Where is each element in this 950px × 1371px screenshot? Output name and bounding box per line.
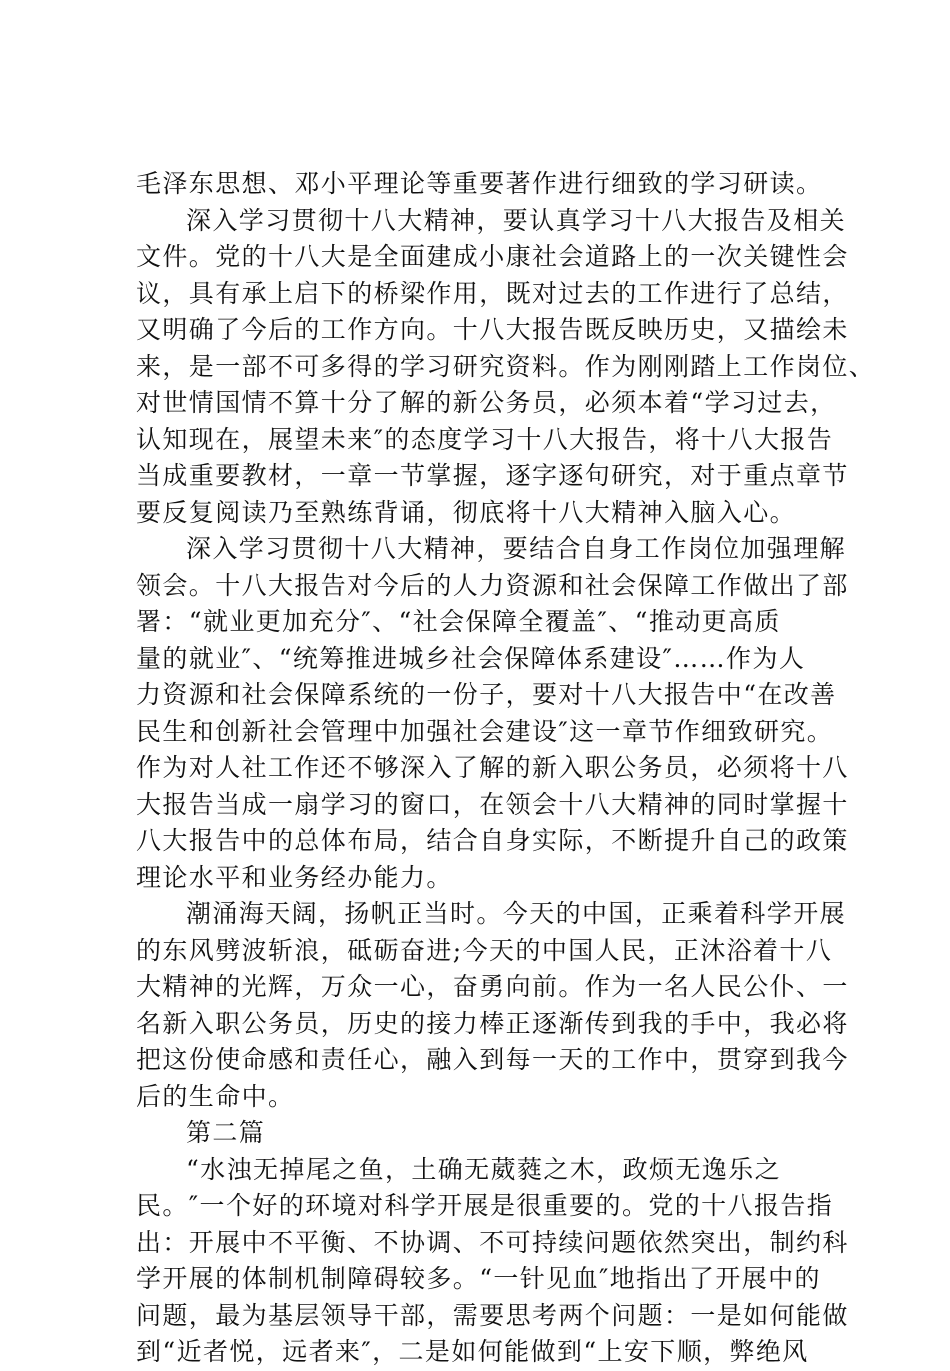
text-line: 来，是一部不可多得的学习研究资料。作为刚刚踏上工作岗位、	[136, 351, 876, 381]
text-line: 大精神的光辉，万众一心，奋勇向前。作为一名人民公仆、一	[136, 972, 849, 1001]
text-line: 作为对人社工作还不够深入了解的新入职公务员，必须将十八	[136, 753, 849, 782]
text-line: 又明确了今后的工作方向。十八大报告既反映历史，又描绘未	[136, 315, 849, 344]
text-line: 问题，最为基层领导干部，需要思考两个问题：一是如何能做	[136, 1300, 849, 1330]
text-line: 八大报告中的总体布局，结合自身实际，不断提升自己的政策	[136, 826, 849, 855]
text-line: 署：“就业更加充分″、“社会保障全覆盖″、“推动更高质	[136, 607, 781, 636]
text-line: 把这份使命感和责任心，融入到每一天的工作中，贯穿到我今	[136, 1045, 849, 1074]
paragraph-start-line: “水浊无掉尾之鱼，土确无葳蕤之木，政烦无逸乐之	[186, 1154, 781, 1184]
text-line: 后的生命中。	[136, 1081, 295, 1111]
text-line: 名新入职公务员，历史的接力棒正逐渐传到我的手中，我必将	[136, 1008, 849, 1038]
text-line: 出：开展中不平衡、不协调、不可持续问题依然突出，制约科	[136, 1227, 849, 1257]
text-line: 民生和创新社会管理中加强社会建设″这一章节作细致研究。	[136, 716, 834, 746]
text-line: 量的就业″、“统筹推进城乡社会保障体系建设″……作为人	[136, 643, 806, 673]
text-line: 理论水平和业务经办能力。	[136, 862, 453, 892]
text-line: 毛泽东思想、邓小平理论等重要著作进行细致的学习研读。	[136, 169, 823, 198]
text-line: 到“近者悦，远者来″，二是如何能做到“上安下顺，弊绝风	[136, 1337, 809, 1366]
text-line: 民。″一个好的环境对科学开展是很重要的。党的十八报告指	[136, 1191, 834, 1220]
text-line: 力资源和社会保障系统的一份子，要对十八大报告中“在改善	[136, 680, 837, 709]
text-line: 文件。党的十八大是全面建成小康社会道路上的一次关键性会	[136, 242, 849, 271]
text-line: 领会。十八大报告对今后的人力资源和社会保障工作做出了部	[136, 570, 849, 600]
text-line: 学开展的体制机制障碍较多。“一针见血″地指出了开展中的	[136, 1264, 821, 1293]
paragraph-start-line: 深入学习贯彻十八大精神，要认真学习十八大报告及相关	[186, 205, 847, 235]
text-line: 当成重要教材，一章一节掌握，逐字逐句研究，对于重点章节	[136, 461, 849, 490]
text-line: 要反复阅读乃至熟练背诵，彻底将十八大精神入脑入心。	[136, 497, 797, 527]
text-line: 的东风劈波斩浪，砥砺奋进;今天的中国人民，正沐浴着十八	[136, 935, 833, 965]
text-line: 对世情国情不算十分了解的新公务员，必须本着“学习过去，	[136, 388, 837, 417]
document-body	[136, 166, 876, 1371]
text-line: 大报告当成一扇学习的窗口，在领会十八大精神的同时掌握十	[136, 789, 849, 819]
paragraph-start-line: 潮涌海天阔，扬帆正当时。今天的中国，正乘着科学开展	[186, 899, 847, 928]
section-heading: 第二篇	[186, 1118, 266, 1147]
text-line: 议，具有承上启下的桥梁作用，既对过去的工作进行了总结，	[136, 278, 849, 308]
paragraph-start-line: 深入学习贯彻十八大精神，要结合自身工作岗位加强理解	[186, 534, 847, 563]
text-line: 认知现在，展望未来″的态度学习十八大报告，将十八大报告	[136, 424, 834, 454]
